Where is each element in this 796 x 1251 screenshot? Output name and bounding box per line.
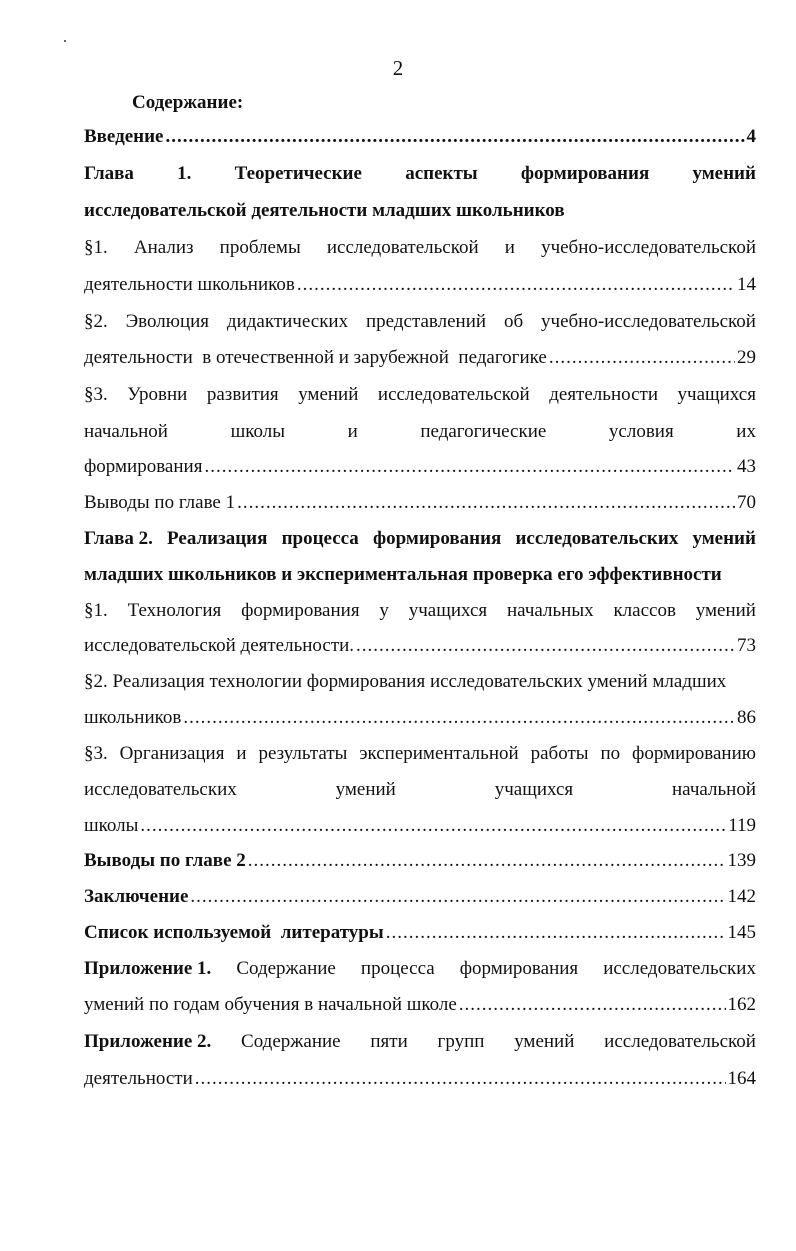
leader-dots <box>248 848 726 874</box>
toc-page-number: 139 <box>727 850 756 871</box>
toc-page-number: 70 <box>737 492 756 513</box>
toc-chapter-1-conclusions[interactable] <box>84 490 756 516</box>
word: и <box>347 421 358 442</box>
toc-page-number: 73 <box>737 635 756 656</box>
toc-entry-text: исследовательской деятельности. <box>84 635 355 656</box>
toc-appendix-2-line-1[interactable] <box>84 1029 756 1055</box>
word: педагогические <box>420 421 547 442</box>
leader-dots <box>183 705 735 731</box>
toc-entry-text: Выводы по главе 2 <box>84 850 246 871</box>
toc-entry-text: Введение <box>84 126 164 147</box>
toc-page-number: 14 <box>737 274 756 295</box>
word: учащихся <box>494 779 574 800</box>
appendix-label: Приложение 1. <box>84 958 212 979</box>
toc-entry-text: Список используемой литературы <box>84 922 384 943</box>
word: умений <box>692 528 756 549</box>
leader-dots <box>166 124 745 150</box>
word: Реализация <box>167 528 268 549</box>
toc-section-2-3-line-1[interactable] <box>84 741 756 767</box>
word: работы <box>530 743 589 764</box>
word: учащихся <box>677 384 756 405</box>
toc-section-1-1-line-2[interactable] <box>84 272 756 298</box>
word: их <box>736 421 756 442</box>
scan-speck <box>64 40 66 42</box>
toc-section-1-1-line-1[interactable] <box>84 235 756 261</box>
toc-section-1-3-line-2[interactable] <box>84 419 756 445</box>
toc-page-number: 4 <box>746 126 756 147</box>
word: Содержание <box>236 958 336 979</box>
word: формирования <box>241 600 360 621</box>
word: умений <box>514 1031 575 1052</box>
toc-page-number: 164 <box>727 1068 756 1089</box>
word: учащихся <box>408 600 488 621</box>
word: условия <box>608 421 674 442</box>
toc-entry-text: деятельности школьников <box>84 274 295 295</box>
toc-page-number: 142 <box>727 886 756 907</box>
word: по <box>600 743 621 764</box>
word: школы <box>230 421 285 442</box>
appendix-label: Приложение 2. <box>84 1031 212 1052</box>
word: классов <box>613 600 676 621</box>
word: экспериментальной <box>359 743 519 764</box>
toc-page-number: 43 <box>737 456 756 477</box>
word: дидактических <box>226 311 349 332</box>
toc-section-2-3-line-3[interactable] <box>84 813 756 839</box>
toc-chapter-1-heading-line-1[interactable] <box>84 161 756 187</box>
toc-chapter-2-heading-line-2[interactable]: младших школьников и экспериментальная проверка его эффективности <box>84 564 722 585</box>
word: развития <box>206 384 279 405</box>
toc-section-2-3-line-2[interactable] <box>84 777 756 803</box>
word: исследовательских <box>84 779 237 800</box>
word: процесса <box>360 958 435 979</box>
toc-entry-text: умений по годам обучения в начальной школе <box>84 994 457 1015</box>
word: исследовательской <box>604 1031 756 1052</box>
toc-title: Содержание: <box>132 92 244 113</box>
word: начальной <box>672 779 756 800</box>
word: Содержание <box>241 1031 341 1052</box>
word: учебно-исследовательской <box>541 311 756 332</box>
leader-dots <box>190 884 725 910</box>
word: групп <box>437 1031 485 1052</box>
toc-appendix-1-line-1[interactable] <box>84 956 756 982</box>
leader-dots <box>356 633 735 659</box>
toc-page-number: 162 <box>727 994 756 1015</box>
toc-section-2-1-line-2[interactable] <box>84 633 756 659</box>
word: исследовательской <box>377 384 530 405</box>
word: Эволюция <box>125 311 210 332</box>
word: результаты <box>258 743 348 764</box>
toc-section-1-3-line-3[interactable] <box>84 454 756 480</box>
word: деятельности <box>549 384 658 405</box>
toc-entry-text: формирования <box>84 456 203 477</box>
toc-conclusion[interactable] <box>84 884 756 910</box>
word: начальной <box>84 421 168 442</box>
word: и <box>236 743 247 764</box>
toc-bibliography[interactable] <box>84 920 756 946</box>
leader-dots <box>204 454 735 480</box>
word: §2. <box>84 311 108 332</box>
word: формирования <box>372 528 502 549</box>
toc-appendix-1-line-2[interactable] <box>84 992 756 1018</box>
word: у <box>379 600 389 621</box>
word: умений <box>335 779 396 800</box>
toc-entry-text: деятельности в отечественной и зарубежной педагогике <box>84 347 547 368</box>
word: аспекты <box>405 163 478 184</box>
toc-page-number: 86 <box>737 707 756 728</box>
leader-dots <box>386 920 726 946</box>
toc-section-2-1-line-1[interactable] <box>84 598 756 624</box>
word: и <box>504 237 515 258</box>
word: умений <box>692 163 756 184</box>
word: процесса <box>281 528 359 549</box>
toc-section-2-2-line-2[interactable] <box>84 705 756 731</box>
toc-chapter-2-heading-line-1[interactable] <box>84 526 756 552</box>
toc-chapter-1-heading-line-2[interactable]: исследовательской деятельности младших школьников <box>84 200 565 221</box>
word: об <box>503 311 524 332</box>
word: формированию <box>632 743 756 764</box>
word: Глава 2. <box>84 528 153 549</box>
leader-dots <box>297 272 735 298</box>
toc-chapter-2-conclusions[interactable] <box>84 848 756 874</box>
word: Технология <box>127 600 222 621</box>
word: §3. <box>84 743 108 764</box>
word: формирования <box>459 958 579 979</box>
word: Организация <box>119 743 225 764</box>
toc-appendix-2-line-2[interactable] <box>84 1066 756 1092</box>
toc-section-2-2-line-1[interactable]: §2. Реализация технологии формирования исследовательских умений младших <box>84 671 727 692</box>
leader-dots <box>237 490 735 516</box>
toc-entry-text: деятельности <box>84 1068 193 1089</box>
word: исследовательской <box>326 237 479 258</box>
leader-dots <box>549 345 735 371</box>
word: пяти <box>370 1031 408 1052</box>
word: умений <box>695 600 756 621</box>
toc-entry-text: Выводы по главе 1 <box>84 492 236 513</box>
toc-section-1-2-line-1[interactable] <box>84 309 756 335</box>
word: начальных <box>507 600 594 621</box>
leader-dots <box>140 813 726 839</box>
toc-page-number: 145 <box>727 922 756 943</box>
word: §3. <box>84 384 108 405</box>
word: формирования <box>520 163 650 184</box>
leader-dots <box>459 992 726 1018</box>
toc-page-number: 119 <box>728 815 756 836</box>
toc-entry-text: Заключение <box>84 886 189 907</box>
leader-dots <box>195 1066 726 1092</box>
word: проблемы <box>219 237 301 258</box>
toc-section-1-2-line-2[interactable] <box>84 345 756 371</box>
toc-entry-introduction[interactable] <box>84 124 756 150</box>
word: представлений <box>366 311 487 332</box>
word: исследовательских <box>603 958 756 979</box>
word: §1. <box>84 600 108 621</box>
word: Уровни <box>127 384 188 405</box>
word: исследовательских <box>515 528 679 549</box>
toc-section-1-3-line-1[interactable] <box>84 382 756 408</box>
word: Глава <box>84 163 134 184</box>
toc-page-number: 29 <box>737 347 756 368</box>
toc-entry-text: школьников <box>84 707 182 728</box>
page-number: 2 <box>392 56 404 80</box>
toc-entry-text: школы <box>84 815 139 836</box>
word: Анализ <box>133 237 194 258</box>
word: учебно-исследовательской <box>541 237 756 258</box>
word: §1. <box>84 237 108 258</box>
word: умений <box>298 384 359 405</box>
word: Теоретические <box>234 163 362 184</box>
word: 1. <box>177 163 192 184</box>
